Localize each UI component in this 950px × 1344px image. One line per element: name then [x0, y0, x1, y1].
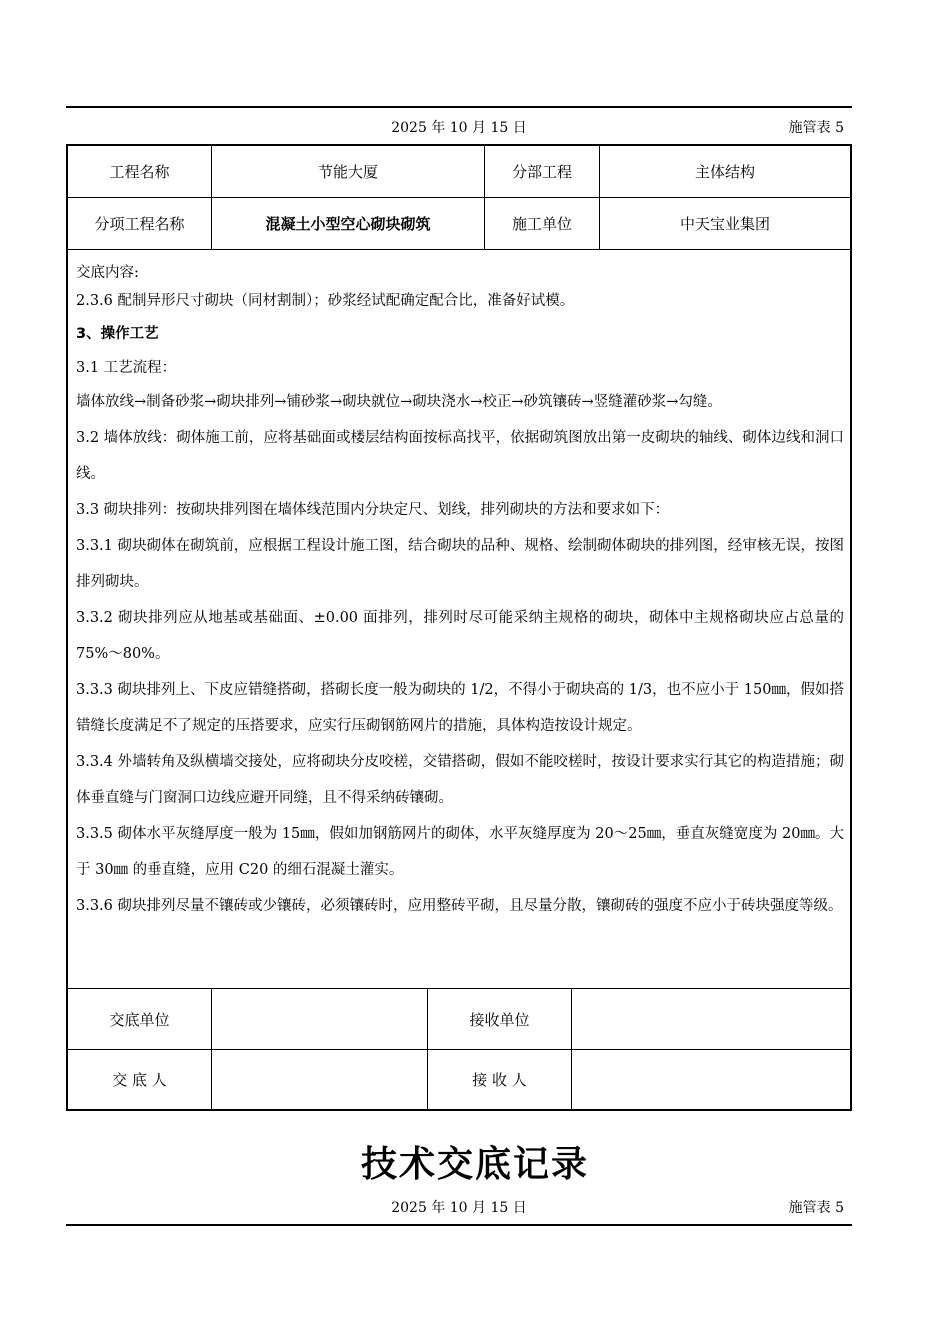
content-paragraph: 3.3 砌块排列：按砌块排列图在墙体线范围内分块定尺、划线，排列砌块的方法和要求如下： — [76, 502, 670, 518]
col-divider — [599, 146, 600, 249]
next-page-meta — [66, 1194, 852, 1218]
receiver-field[interactable] — [572, 1050, 850, 1109]
content-paragraph: 3.1 工艺流程： — [76, 360, 177, 376]
contractor-value: 中天宝业集团 — [679, 215, 770, 233]
content-paragraph: 3.3.6 砌块排列尽量不镶砖或少镶砖，必须镶砖时，应用整砖平砌，且尽量分散，镶砌砖的强度不应小于砖块强度等级。 — [76, 898, 843, 914]
issuer-unit-field[interactable] — [212, 989, 427, 1049]
disclosure-form — [66, 144, 852, 1111]
col-divider — [484, 146, 485, 249]
content-area — [68, 250, 850, 988]
content-paragraph: 3.3.4 外墙转角及纵横墙交接处，应将砌块分皮咬槎，交错搭砌，假如不能咬槎时，按设计要求实行其它的构造措施；砌体垂直缝与门窗洞口边线应避开同缝，且不得采纳砖镶砌。 — [76, 754, 844, 806]
issuer-label: 交 底 人 — [112, 1071, 167, 1089]
receiver-unit-field[interactable] — [572, 989, 850, 1049]
project-name-value: 节能大厦 — [317, 163, 378, 181]
top-rule — [66, 106, 852, 108]
item-name-label: 分项工程名称 — [94, 215, 185, 233]
next-page-form-number: 施管表 5 — [788, 1200, 844, 1216]
content-text — [76, 258, 844, 924]
col-divider — [427, 988, 428, 1109]
receiver-unit-label: 接收单位 — [469, 1010, 530, 1029]
content-paragraph: 3.3.5 砌体水平灰缝厚度一般为 15㎜，假如加钢筋网片的砌体，水平灰缝厚度为 20～25㎜，垂直灰缝宽度为 20㎜。大于 30㎜ 的垂直缝，应用 C20 的细石混凝土灌实。 — [76, 826, 844, 878]
header-form-number: 施管表 5 — [788, 120, 844, 136]
issuer-unit-label: 交底单位 — [109, 1010, 170, 1029]
sub-project-value: 主体结构 — [694, 163, 755, 181]
content-paragraph: 墙体放线→制备砂浆→砌块排列→铺砂浆→砌块就位→砌块浇水→校正→砂筑镶砖→竖缝灌砂浆→勾缝。 — [76, 394, 722, 410]
item-name-value: 混凝土小型空心砌块砌筑 — [265, 215, 431, 233]
document-title: 技术交底记录 — [360, 1144, 589, 1185]
project-name-label: 工程名称 — [109, 163, 170, 181]
section-heading: 3、操作工艺 — [76, 326, 159, 342]
header-meta — [66, 114, 852, 138]
content-paragraph: 3.3.3 砌块排列上、下皮应错缝搭砌，搭砌长度一般为砌块的 1/2，不得小于砌块高的 1/3，也不应小于 150㎜，假如搭错缝长度满足不了规定的压搭要求，应实行压砌钢筋网片的措施，具体构造按设计规定。 — [76, 682, 844, 734]
contractor-label: 施工单位 — [511, 215, 572, 233]
col-divider — [211, 988, 212, 1109]
content-paragraph: 2.3.6 配制异形尺寸砌块（同材割制）；砂浆经试配确定配合比，准备好试模。 — [76, 293, 575, 309]
bottom-rule — [66, 1224, 852, 1226]
col-divider — [211, 146, 212, 249]
header-date: 2025 年 10 月 15 日 — [391, 120, 527, 136]
content-paragraph: 3.3.1 砌块砌体在砌筑前，应根据工程设计施工图，结合砌块的品种、规格、绘制砌体砌块的排列图，经审核无误，按图排列砌块。 — [76, 538, 844, 590]
issuer-field[interactable] — [212, 1050, 427, 1109]
content-paragraph: 3.2 墙体放线：砌体施工前，应将基础面或楼层结构面按标高找平，依据砌筑图放出第一皮砌块的轴线、砌体边线和洞口线。 — [76, 430, 844, 482]
col-divider — [571, 988, 572, 1109]
sub-project-label: 分部工程 — [511, 163, 572, 181]
receiver-label: 接 收 人 — [472, 1071, 527, 1089]
content-paragraph: 3.3.2 砌块排列应从地基或基础面、±0.00 面排列，排列时尽可能采纳主规格的砌块，砌体中主规格砌块应占总量的 75%～80%。 — [76, 610, 844, 662]
next-page-date: 2025 年 10 月 15 日 — [391, 1200, 527, 1216]
content-intro: 交底内容: — [76, 265, 139, 281]
